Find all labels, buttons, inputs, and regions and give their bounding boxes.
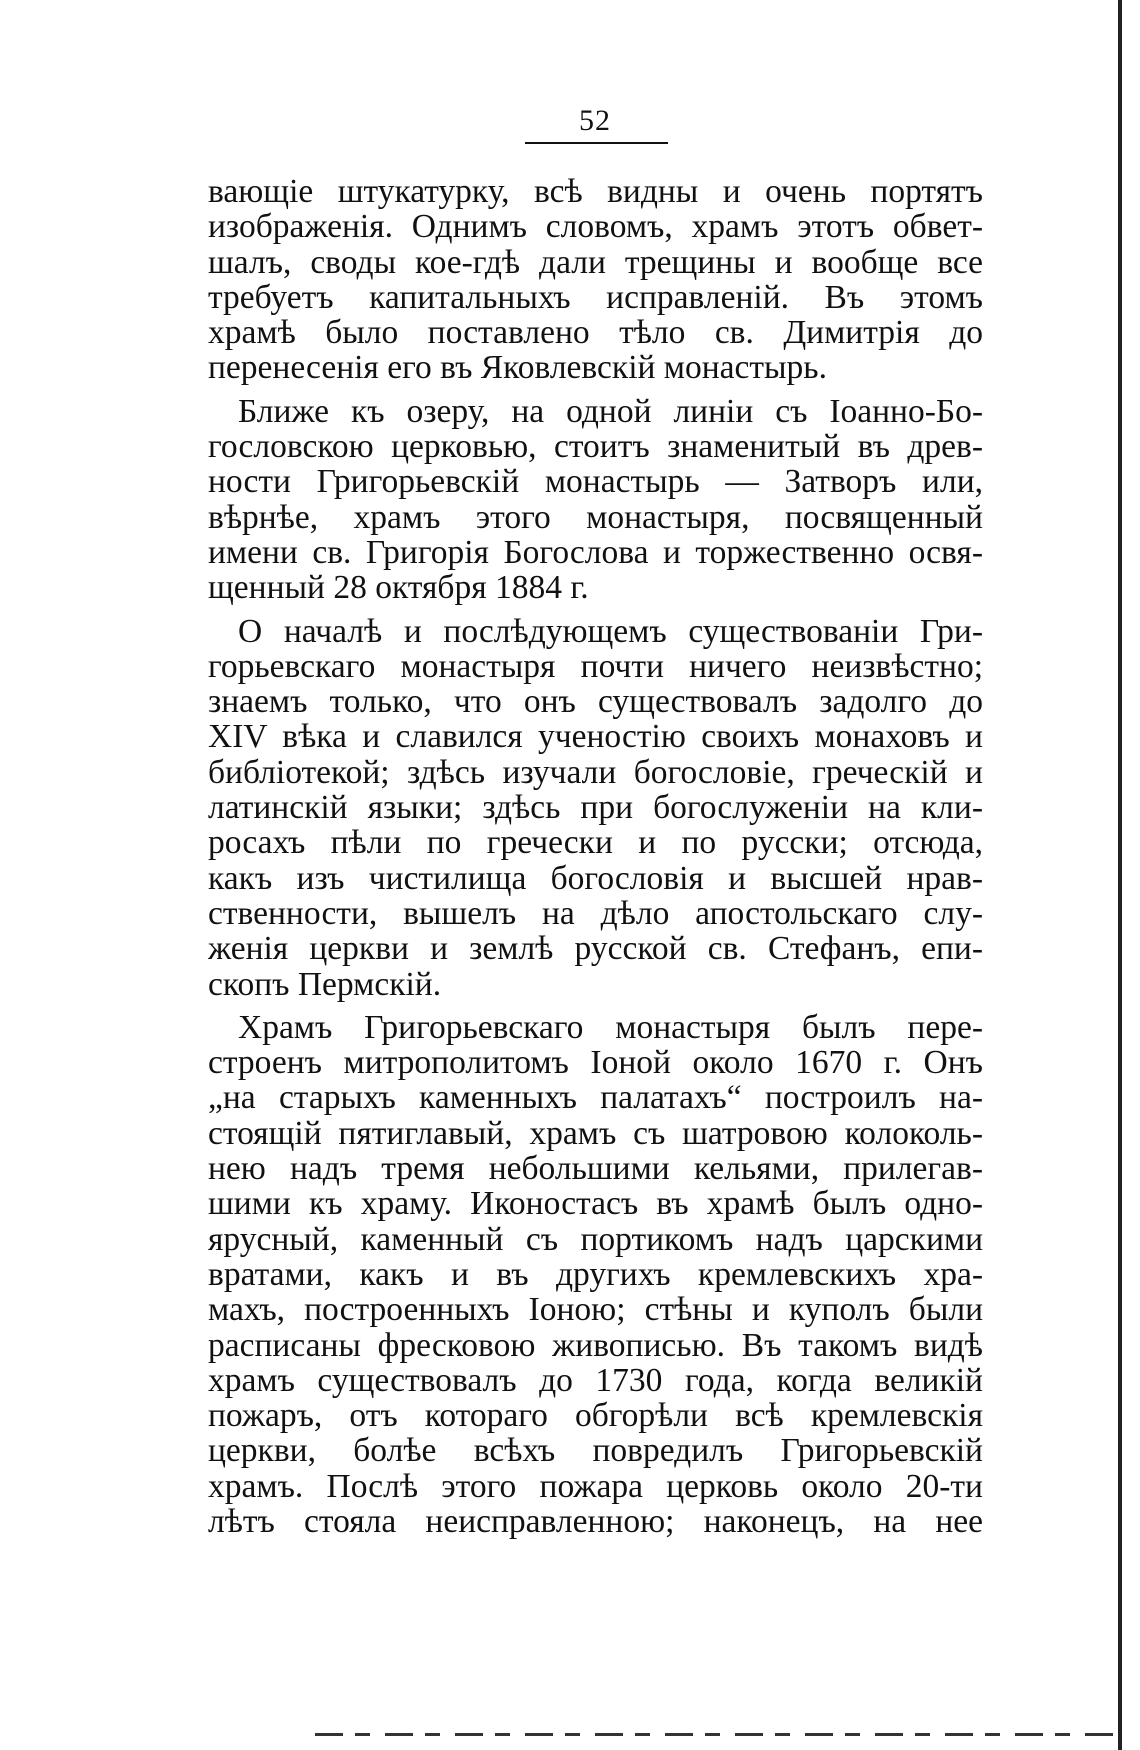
page-edge-shadow — [1118, 0, 1122, 1750]
text-line: изображенія. Однимъ словомъ, храмъ этотъ обвет- — [208, 209, 983, 245]
paragraph-gap — [208, 386, 983, 394]
text-line: храмъ. Послѣ этого пожара церковь около 20-ти — [208, 1468, 983, 1504]
text-line: перенесенія его въ Яковлевскій монастырь. — [208, 350, 827, 386]
text-line: махъ, построенныхъ Іоною; стѣны и куполъ были — [208, 1292, 983, 1328]
text-line: нею надъ тремя небольшими кельями, прилегав- — [208, 1151, 983, 1187]
text-line: стоящій пятиглавый, храмъ съ шатровою колоколь- — [208, 1115, 983, 1152]
text-line: щенный 28 октября 1884 г. — [208, 570, 589, 606]
text-line: библіотекой; здѣсь изучали богословіе, греческій и — [208, 754, 983, 791]
text-line: расписаны фресковою живописью. Въ такомъ видѣ — [208, 1327, 983, 1363]
paragraph-gap — [208, 606, 983, 614]
text-line: требуетъ капитальныхъ исправленій. Въ этомъ — [208, 279, 983, 316]
text-line: вающіе штукатурку, всѣ видны и очень портятъ — [208, 174, 983, 210]
text-line: „на старыхъ каменныхъ палатахъ“ построилъ на- — [208, 1080, 983, 1116]
text-line: имени св. Григорія Богослова и торжественно освя- — [208, 534, 983, 571]
text-line: знаемъ только, что онъ существовалъ задолго до — [208, 684, 983, 720]
text-line: строенъ митрополитомъ Іоной около 1670 г. Онъ — [208, 1045, 983, 1081]
text-line: церкви, болѣе всѣхъ повредилъ Григорьевскій — [208, 1433, 983, 1469]
text-line: ственности, вышелъ на дѣло апостольскаго слу- — [208, 895, 983, 932]
text-line: храмѣ было поставлено тѣло св. Димитрія до — [208, 315, 983, 351]
text-line: шалъ, своды кое-гдѣ дали трещины и вообще все — [208, 244, 983, 280]
text-line: латинскій языки; здѣсь при богослуженіи на кли- — [208, 790, 983, 826]
text-line: Ближе къ озеру, на одной линіи съ Іоанно-Бо- — [238, 393, 983, 430]
text-line: XIV вѣка и славился ученостію своихъ монаховъ и — [208, 719, 983, 755]
header-rule — [525, 142, 668, 144]
text-line: горьевскаго монастыря почти ничего неизвѣстно; — [208, 648, 983, 685]
body-text — [208, 174, 983, 1539]
text-line: какъ изъ чистилища богословія и высшей нрав- — [208, 860, 983, 896]
text-line: вратами, какъ и въ другихъ кремлевскихъ хра- — [208, 1256, 983, 1293]
text-line: ярусный, каменный съ портикомъ надъ царскими — [208, 1221, 983, 1257]
page-number: 52 — [579, 104, 611, 137]
text-line: О началѣ и послѣдующемъ существованіи Гри- — [238, 613, 983, 649]
text-line: Храмъ Григорьевскаго монастыря былъ пере- — [238, 1009, 983, 1046]
text-line: лѣтъ стояла неисправленною; наконецъ, на нее — [208, 1503, 983, 1540]
paragraph-gap — [208, 1002, 983, 1010]
text-line: женія церкви и землѣ русской св. Стефанъ, епи- — [208, 931, 983, 967]
text-line: пожаръ, отъ котораго обгорѣли всѣ кремлевскія — [208, 1398, 983, 1434]
text-line: росахъ пѣли по гречески и по русски; отсюда, — [208, 825, 983, 861]
bottom-print-marks — [315, 1733, 1125, 1736]
text-line: вѣрнѣе, храмъ этого монастыря, посвященный — [208, 499, 983, 535]
text-line: гословскою церковью, стоитъ знаменитый въ древ- — [208, 429, 983, 465]
text-line: ности Григорьевскій монастырь — Затворъ или, — [208, 464, 983, 500]
text-line: скопъ Пермскій. — [208, 966, 442, 1002]
text-line: шими къ храму. Иконостасъ въ храмѣ былъ одно- — [208, 1186, 983, 1222]
text-line: храмъ существовалъ до 1730 года, когда великій — [208, 1362, 983, 1399]
